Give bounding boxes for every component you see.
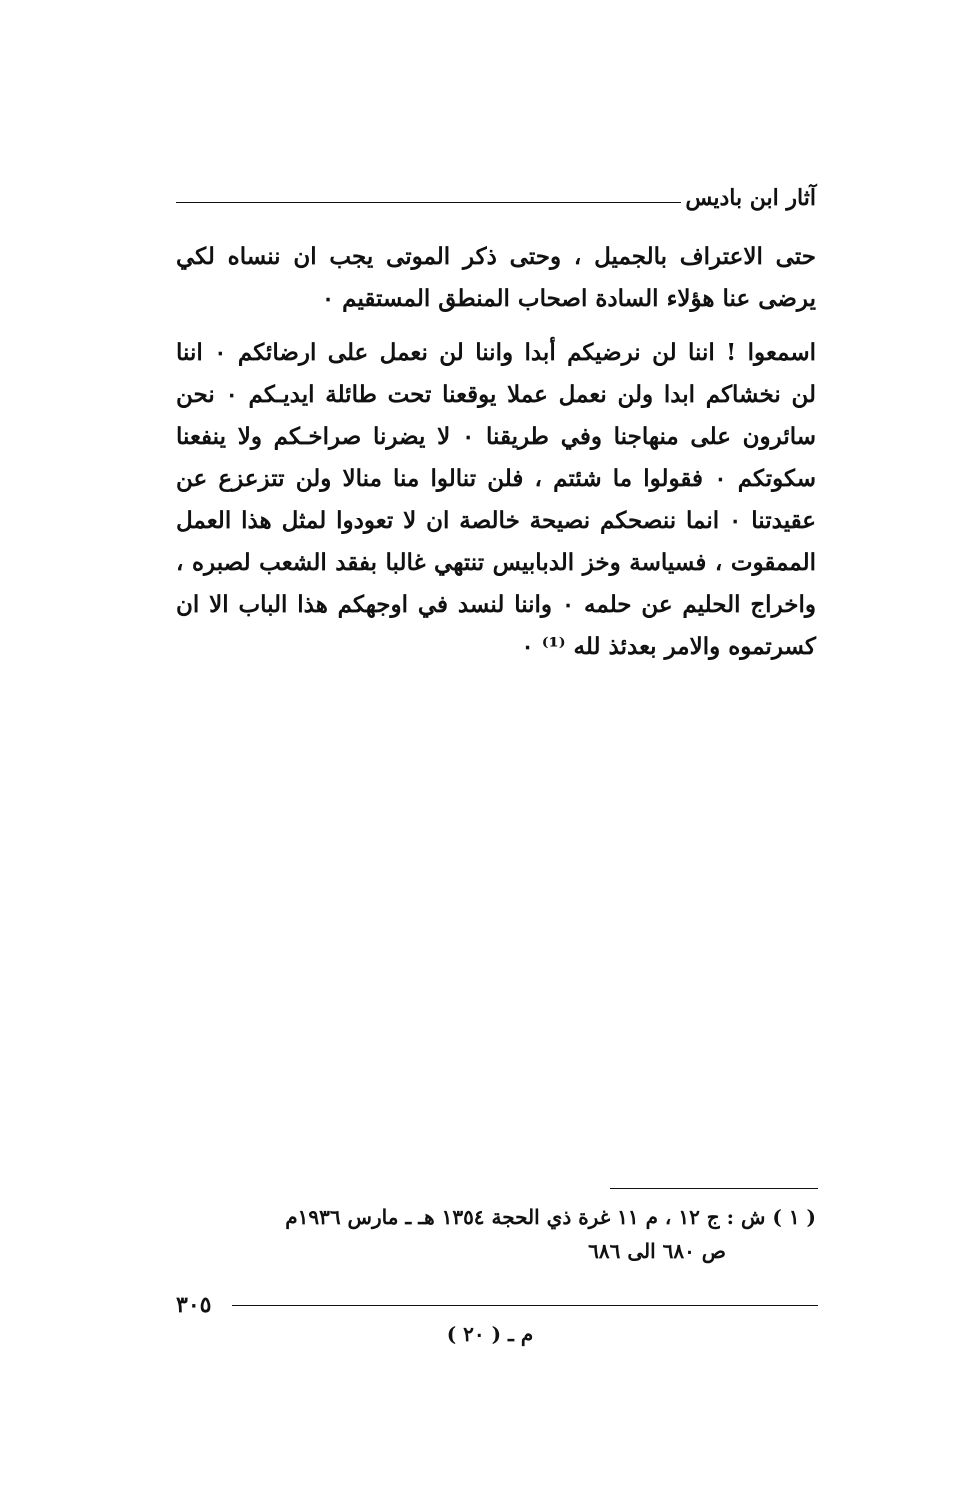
page-number: ٣٠٥ [176,1292,212,1318]
text-line: يرضى عنا هؤلاء السادة اصحاب المنطق المستقيم ٠ [321,285,816,312]
text-line: لن نخشاكم ابدا ولن نعمل عملا يوقعنا تحت طائلة ايديـكم ٠ نحن [176,381,817,408]
footnote-rule [610,1188,818,1189]
footer-rule [232,1305,818,1306]
footnote [176,1200,816,1268]
text-line: الممقوت ، فسياسة وخز الدبابيس تنتهي غالبا بفقد الشعب لصبره ، [176,549,816,576]
body-text [176,236,816,668]
signature-mark: م ـ ( ٢٠ ) [446,1322,534,1346]
text-line: سائرون على منهاجنا وفي طريقنا ٠ لا يضرنا صراخـكم ولا ينفعنا [176,423,817,450]
text-line: حتى الاعتراف بالجميل ، وحتى ذكر الموتى يجب ان ننساه لكي [176,243,816,270]
text-line: اسمعوا ! اننا لن نرضيكم أبدا واننا لن نعمل على ارضائكم ٠ اننا [176,339,816,366]
page-header [176,183,816,219]
footnote-line: ص ٦٨٠ الى ٦٨٦ [588,1239,726,1263]
running-title: آثار ابن باديس [685,185,816,211]
paragraph-1 [176,236,816,320]
text-line: واخراج الحليم عن حلمه ٠ واننا لنسد في اوجهكم هذا الباب الا ان [176,591,816,618]
text-line: سكوتكم ٠ فقولوا ما شئتم ، فلن تنالوا منا منالا ولن تتزعزع عن [176,465,816,492]
paragraph-2 [176,332,816,668]
text-line: كسرتموه والامر بعدئذ لله ⁽¹⁾ ٠ [521,633,816,660]
footnote-line: ( ١ ) ش : ج ١٢ ، م ١١ غرة ذي الحجة ١٣٥٤ هـ ـ مارس ١٩٣٦م [285,1205,816,1229]
text-line: عقيدتنا ٠ انما ننصحكم نصيحة خالصة ان لا تعودوا لمثل هذا العمل [176,507,816,534]
header-rule [176,202,681,203]
